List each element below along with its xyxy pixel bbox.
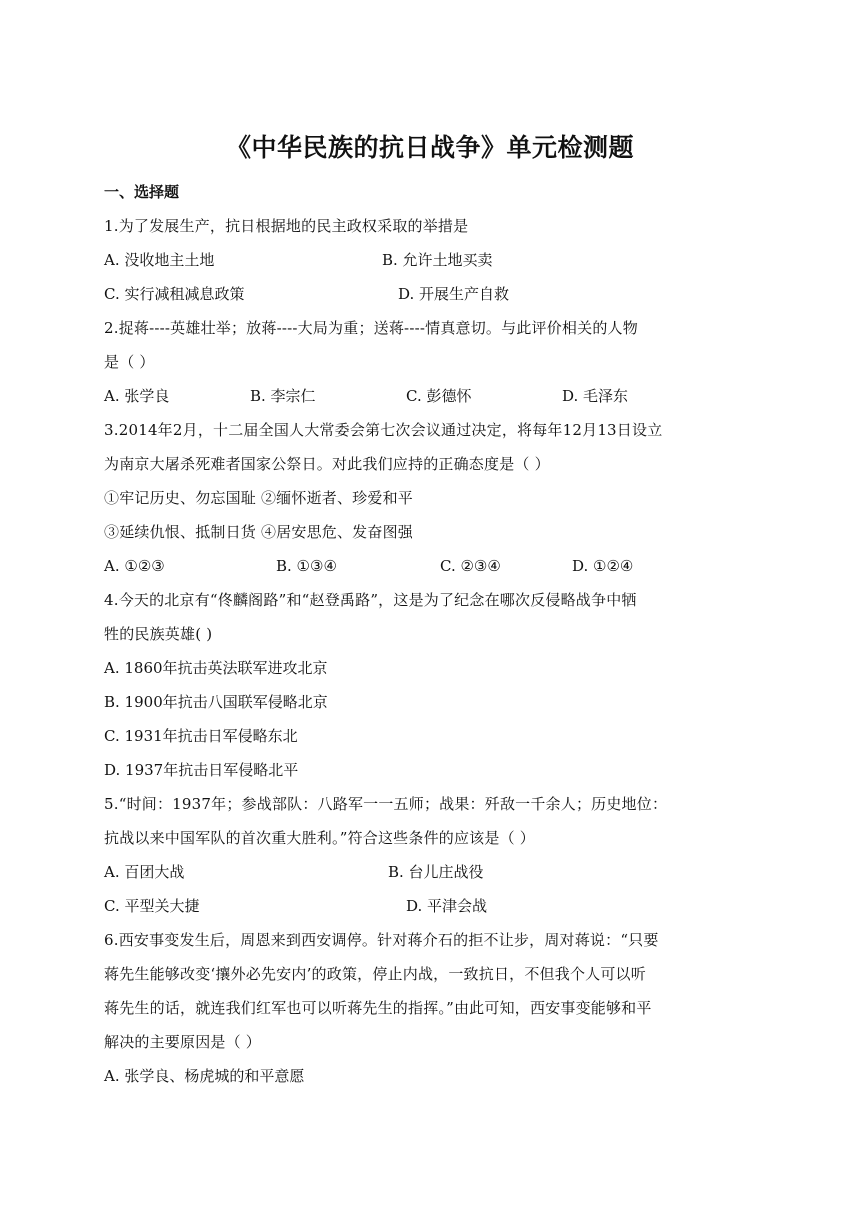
question-1-option-c: C. 实行减租减息政策: [104, 285, 245, 303]
question-1-option-d: D. 开展生产自救: [398, 285, 510, 303]
page-title: 《中华民族的抗日战争》单元检测题: [225, 133, 634, 162]
question-3-statement: ①牢记历史、勿忘国耻 ②缅怀逝者、珍爱和平: [104, 489, 413, 507]
question-3-option-d: D. ①②④: [572, 557, 634, 575]
question-3-stem-line: 3.2014年2月，十二届全国人大常委会第七次会议通过决定，将每年12月13日设立: [104, 421, 663, 439]
question-4-option-c: C. 1931年抗击日军侵略东北: [104, 727, 298, 745]
question-2-option-b: B. 李宗仁: [250, 387, 316, 405]
question-4-stem-line: 4.今天的北京有“佟麟阁路”和“赵登禹路”，这是为了纪念在哪次反侵略战争中牺: [104, 591, 637, 609]
question-3-option-c: C. ②③④: [440, 557, 501, 575]
question-3-option-a: A. ①②③: [104, 557, 165, 575]
question-3-option-b: B. ①③④: [276, 557, 337, 575]
question-4-option-a: A. 1860年抗击英法联军进攻北京: [104, 659, 328, 677]
question-6-stem-line: 蒋先生的话，就连我们红军也可以听蒋先生的指挥。”由此可知，西安事变能够和平: [104, 999, 652, 1017]
question-1-option-b: B. 允许土地买卖: [382, 251, 493, 269]
question-2-stem-line: 2.捉蒋----英雄壮举；放蒋----大局为重；送蒋----情真意切。与此评价相关的人物: [104, 319, 638, 337]
question-3-stem-line: 为南京大屠杀死难者国家公祭日。对此我们应持的正确态度是（ ）: [104, 455, 550, 473]
question-4-option-d: D. 1937年抗击日军侵略北平: [104, 761, 299, 779]
question-2-option-d: D. 毛泽东: [562, 387, 629, 405]
question-5-option-b: B. 台儿庄战役: [388, 863, 484, 881]
question-1-stem: 1.为了发展生产，抗日根据地的民主政权采取的举措是: [104, 217, 469, 235]
question-6-option-a: A. 张学良、杨虎城的和平意愿: [104, 1067, 305, 1085]
question-5-option-d: D. 平津会战: [406, 897, 488, 915]
question-6-stem-line: 蒋先生能够改变‘攘外必先安内’的政策，停止内战，一致抗日，不但我个人可以听: [104, 965, 646, 983]
question-2-option-c: C. 彭德怀: [406, 387, 472, 405]
question-4-option-b: B. 1900年抗击八国联军侵略北京: [104, 693, 328, 711]
question-3-statement: ③延续仇恨、抵制日货 ④居安思危、发奋图强: [104, 523, 413, 541]
question-4-stem-line: 牲的民族英雄( ): [104, 625, 213, 643]
question-5-option-c: C. 平型关大捷: [104, 897, 200, 915]
question-6-stem-line: 解决的主要原因是（ ）: [104, 1033, 261, 1051]
question-2-option-a: A. 张学良: [104, 387, 170, 405]
question-6-stem-line: 6.西安事变发生后，周恩来到西安调停。针对蒋介石的拒不让步，周对蒋说：“只要: [104, 931, 659, 949]
question-5-option-a: A. 百团大战: [104, 863, 185, 881]
section-heading: 一、选择题: [104, 183, 180, 201]
question-1-option-a: A. 没收地主土地: [104, 251, 215, 269]
question-2-stem-line: 是（ ）: [104, 353, 155, 371]
question-5-stem-line: 5.“时间：1937年；参战部队：八路军一一五师；战果：歼敌一千余人；历史地位：: [104, 795, 668, 813]
question-5-stem-line: 抗战以来中国军队的首次重大胜利。”符合这些条件的应该是（ ）: [104, 829, 535, 847]
